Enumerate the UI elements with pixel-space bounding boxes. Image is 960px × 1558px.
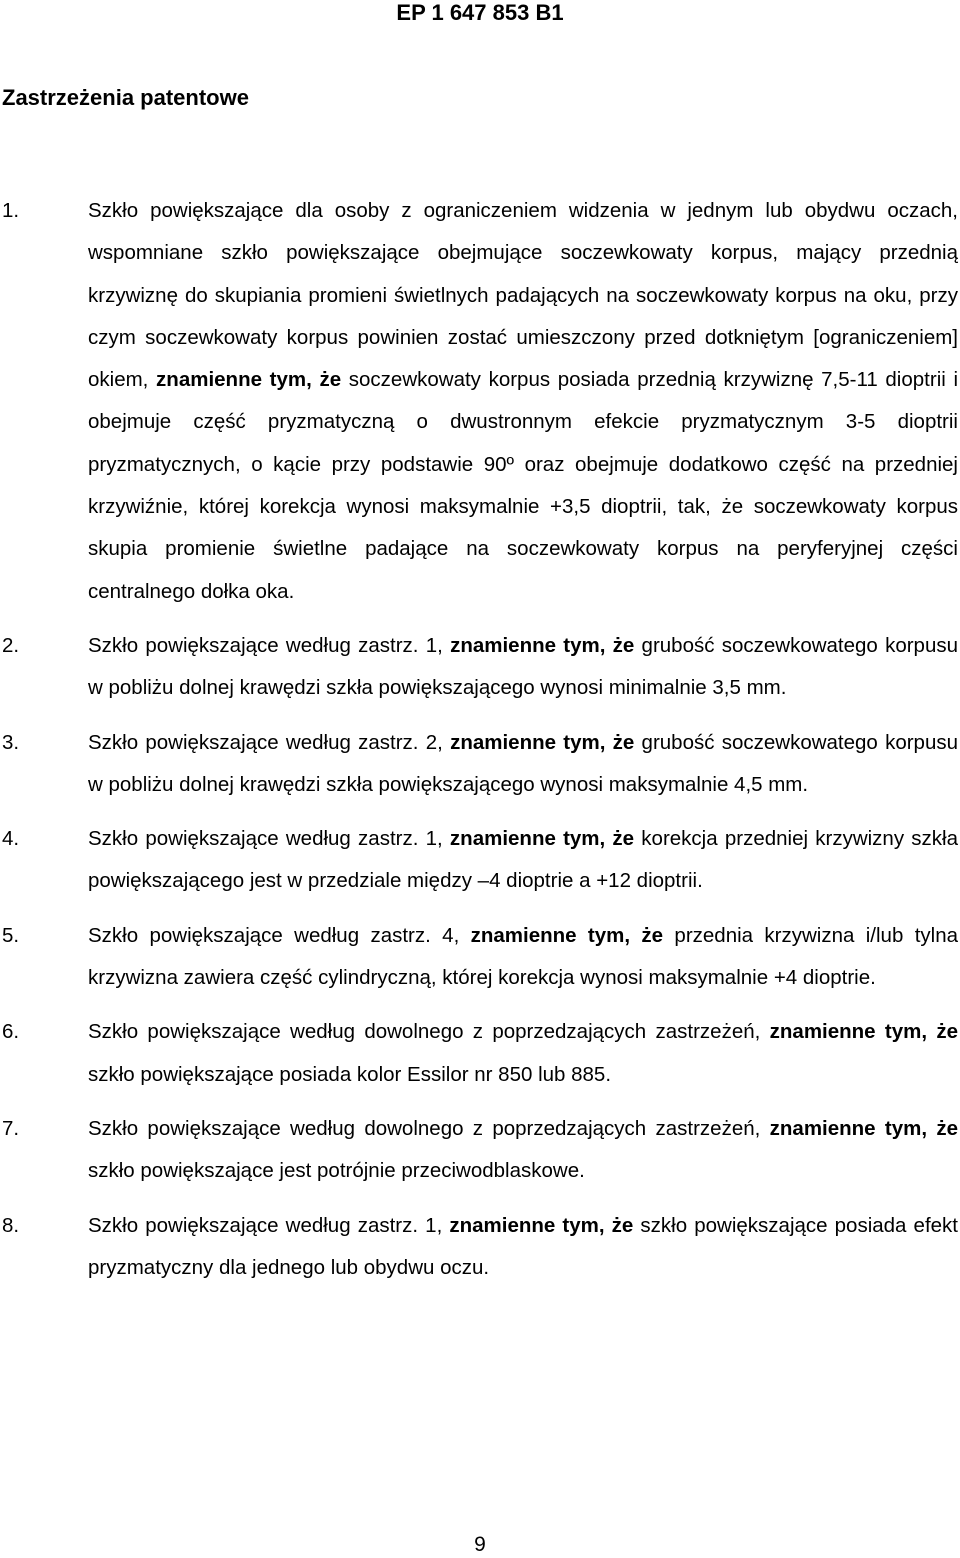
claim-7 bbox=[0, 1108, 958, 1193]
claim-characterizing-phrase: znamienne tym, że bbox=[470, 923, 664, 947]
claim-characterizing-phrase: znamienne tym, że bbox=[449, 1213, 634, 1237]
claim-text: Szkło powiększające według dowolnego z poprzedzających zastrzeżeń, bbox=[88, 1020, 770, 1044]
claim-text: Szkło powiększające według zastrz. 1, bbox=[88, 827, 450, 851]
claim-number: 3. bbox=[2, 730, 20, 754]
claims-list bbox=[0, 190, 958, 1301]
claim-text: Szkło powiększające według zastrz. 2, bbox=[88, 730, 451, 754]
claim-1 bbox=[0, 190, 958, 613]
claim-number: 1. bbox=[2, 199, 20, 222]
claim-text-continued: szkło powiększające posiada efekt pryzmatyczny dla jednego lub obydwu oczu. bbox=[88, 1213, 959, 1279]
claim-text: Szkło powiększające według zastrz. 1, bbox=[88, 633, 451, 657]
claim-8 bbox=[0, 1205, 958, 1290]
claim-number: 7. bbox=[2, 1116, 20, 1140]
claim-text-continued: szkło powiększające jest potrójnie przeciwodblaskowe. bbox=[88, 1159, 585, 1183]
claim-text: Szkło powiększające według zastrz. 4, bbox=[88, 923, 471, 947]
page-number: 9 bbox=[474, 1533, 486, 1556]
claim-text-continued: grubość soczewkowatego korpusu w pobliżu dolnej krawędzi szkła powiększającego wynosi minimalnie 3,5 mm. bbox=[88, 633, 959, 700]
claim-3 bbox=[0, 722, 958, 807]
claim-characterizing-phrase: znamienne tym, że bbox=[769, 1116, 958, 1140]
claim-characterizing-phrase: znamienne tym, że bbox=[449, 827, 635, 851]
claim-text-continued: soczewkowaty korpus posiada przednią krzywiznę 7,5-11 dioptrii i obejmuje część pryzmatyczną o dwustronnym efekcie pryzmatycznym 3-5 dioptrii pryzmatycznych, o kącie przy podstawie 90º oraz obejmuje dodatkowo część na przedniej krzywiźnie, której korekcja wynosi maksymalnie +3,5 dioptrii, tak, że soczewkowaty korpus skupia promienie świetlne padające na soczewkowaty korpus na peryferyjnej części centralnego dołka oka. bbox=[88, 368, 959, 603]
section-title: Zastrzeżenia patentowe bbox=[2, 85, 249, 110]
claim-text-continued: grubość soczewkowatego korpusu w pobliżu dolnej krawędzi szkła powiększającego wynosi maksymalnie 4,5 mm. bbox=[88, 730, 959, 796]
claim-text-continued: szkło powiększające posiada kolor Essilor nr 850 lub 885. bbox=[88, 1062, 612, 1086]
claim-text: Szkło powiększające według dowolnego z poprzedzających zastrzeżeń, bbox=[88, 1116, 770, 1140]
claim-2 bbox=[0, 625, 958, 710]
claim-text: Szkło powiększające według zastrz. 1, bbox=[88, 1213, 450, 1237]
patent-number-header: EP 1 647 853 B1 bbox=[396, 0, 564, 25]
claim-text: Szkło powiększające dla osoby z ograniczeniem widzenia w jednym lub obydwu oczach, wspomniane szkło powiększające obejmujące soczewkowaty korpus, mający przednią krzywiznę do skupiania promieni świetlnych padających na soczewkowaty korpus na oku, przy czym soczewkowaty korpus powinien zostać umieszczony przed dotkniętym [ograniczeniem] okiem, bbox=[88, 199, 958, 392]
claim-characterizing-phrase: znamienne tym, że bbox=[769, 1020, 958, 1044]
claim-number: 5. bbox=[2, 923, 20, 947]
claim-number: 6. bbox=[2, 1020, 20, 1044]
claim-number: 2. bbox=[2, 633, 20, 657]
claim-5 bbox=[0, 915, 958, 1000]
claim-6 bbox=[0, 1011, 958, 1096]
claim-4 bbox=[0, 818, 958, 903]
claim-characterizing-phrase: znamienne tym, że bbox=[450, 730, 635, 754]
claim-text-continued: przednia krzywizna i/lub tylna krzywizna zawiera część cylindryczną, której korekcja wynosi maksymalnie +4 dioptrie. bbox=[88, 923, 959, 990]
claim-characterizing-phrase: znamienne tym, że bbox=[156, 368, 342, 392]
claim-characterizing-phrase: znamienne tym, że bbox=[450, 633, 635, 657]
claim-text-continued: korekcja przedniej krzywizny szkła powiększającego jest w przedziale między –4 dioptrie a +12 dioptrii. bbox=[88, 827, 958, 893]
claim-number: 4. bbox=[2, 827, 20, 851]
claim-number: 8. bbox=[2, 1213, 20, 1237]
